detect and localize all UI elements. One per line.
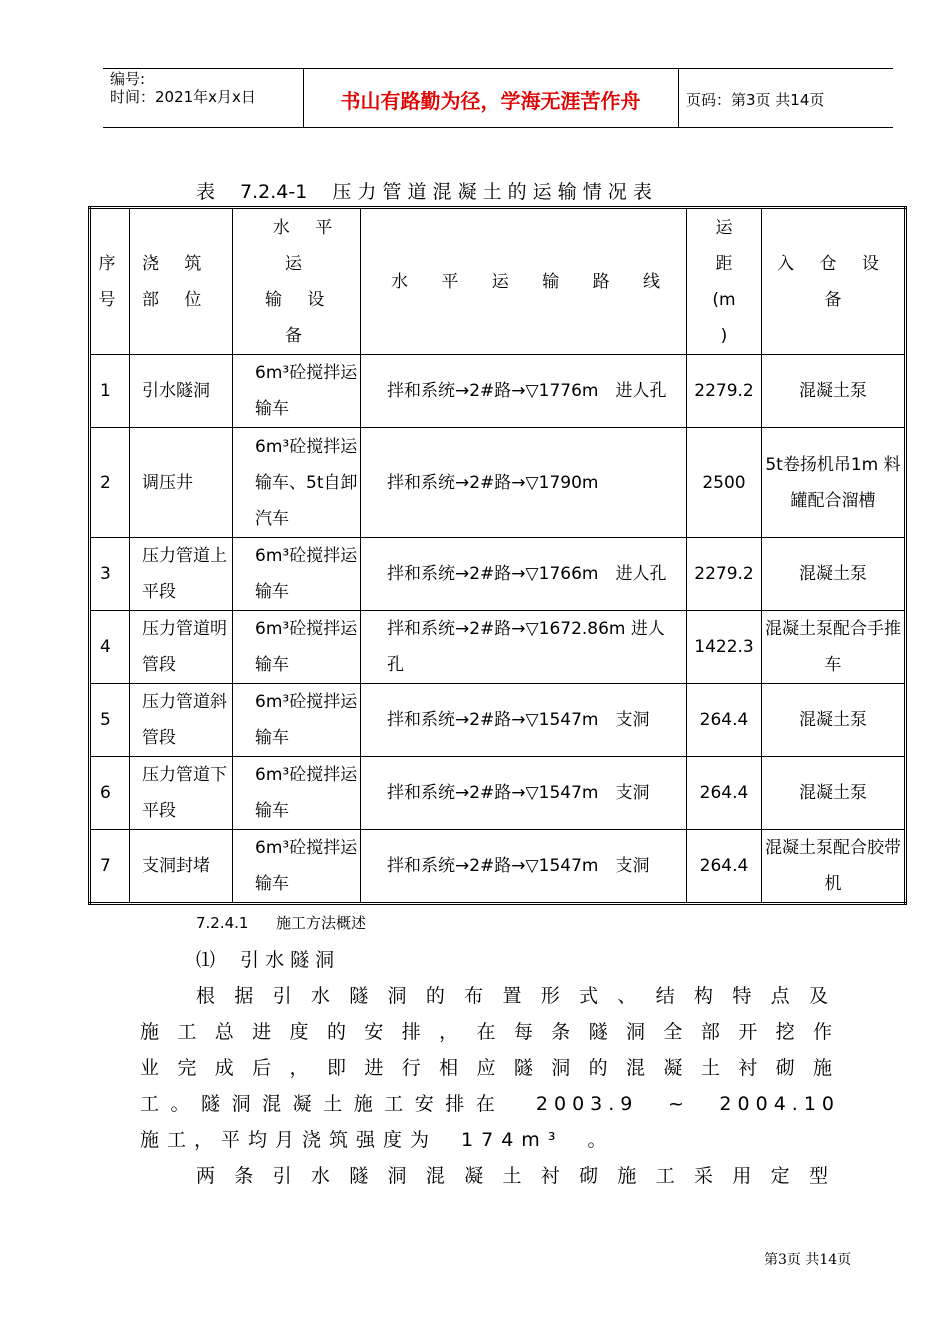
row-no: 4 [90,611,130,684]
row-no: 7 [90,830,130,904]
row-no: 2 [90,428,130,538]
paragraph-next: 两条引水隧洞混凝土衬砌施工采用定型 [196,1165,836,1187]
row-inlet: 混凝土泵 [762,684,906,757]
header-inlet: 入 仓 设 备 [762,208,906,355]
row-distance: 264.4 [687,684,762,757]
row-no: 1 [90,355,130,428]
row-inlet: 混凝土泵配合手推车 [762,611,906,684]
row-part: 压力管道明管段 [130,611,233,684]
row-equipment: 6m³砼搅拌运输车 [233,830,361,904]
table-row [90,684,906,757]
table-row [90,757,906,830]
row-distance: 2279.2 [687,355,762,428]
header-part: 浇 筑 部 位 [130,208,233,355]
table-row [90,611,906,684]
table-title: 表 7.2.4-1 压 力 管 道 混 凝 土 的 运 输 情 况 表 [196,181,652,203]
table-row [90,830,906,904]
section-number: 7.2.4.1 [196,914,249,932]
row-inlet: 混凝土泵 [762,757,906,830]
header-divider-right [678,68,679,128]
header-no: 序 号 [90,208,130,355]
subsection-heading: ⑴ 引 水 隧 洞 [196,949,335,971]
section-heading [196,912,366,933]
table-row [90,428,906,538]
paragraph-first-line: 根据引水隧洞的布置形式、结构特点及 [196,985,836,1007]
row-inlet: 混凝土泵 [762,355,906,428]
row-inlet: 混凝土泵配合胶带机 [762,830,906,904]
row-equipment: 6m³砼搅拌运输车 [233,611,361,684]
row-part: 压力管道上平段 [130,538,233,611]
header-route: 水 平 运 输 路 线 [361,208,687,355]
footer-page: 第3页 共14页 [764,1252,852,1268]
row-route: 拌和系统→2#路→▽1776m 进人孔 [361,355,687,428]
row-equipment: 6m³砼搅拌运输车 [233,684,361,757]
row-distance: 264.4 [687,757,762,830]
row-part: 调压井 [130,428,233,538]
row-inlet: 5t卷扬机吊1m 料罐配合溜槽 [762,428,906,538]
row-route: 拌和系统→2#路→▽1547m 支洞 [361,757,687,830]
table-row [90,355,906,428]
header-motto: 书山有路勤为径，学海无涯苦作舟 [340,89,641,113]
table-header-row [90,208,906,355]
row-part: 支洞封堵 [130,830,233,904]
row-route: 拌和系统→2#路→▽1672.86m 进人孔 [361,611,687,684]
header-equipment: 水 平 运 输 设 备 [233,208,361,355]
row-route: 拌和系统→2#路→▽1547m 支洞 [361,684,687,757]
header-top-rule [103,68,893,69]
row-inlet: 混凝土泵 [762,538,906,611]
header-time-label: 时间：2021年x月x日 [110,88,256,106]
row-distance: 2500 [687,428,762,538]
row-part: 压力管道斜管段 [130,684,233,757]
row-equipment: 6m³砼搅拌运输车 [233,538,361,611]
paragraph-body: 施工总进度的安排，在每条隧洞全部开挖作 业完成后，即进行相应隧洞的混凝土衬砌施 工。隧洞混凝土施工安排在 2003.9 ~ 2004.10 施工，平均月浇筑强度为 174m³ 。 [140,1021,840,1151]
header-meta [110,70,256,106]
row-no: 5 [90,684,130,757]
section-title: 施工方法概述 [276,914,367,932]
header-bottom-rule [103,127,893,128]
row-equipment: 6m³砼搅拌运输车、5t自卸汽车 [233,428,361,538]
row-route: 拌和系统→2#路→▽1547m 支洞 [361,830,687,904]
row-no: 3 [90,538,130,611]
row-distance: 1422.3 [687,611,762,684]
row-route: 拌和系统→2#路→▽1766m 进人孔 [361,538,687,611]
table-row [90,538,906,611]
row-equipment: 6m³砼搅拌运输车 [233,757,361,830]
row-part: 压力管道下平段 [130,757,233,830]
transport-table [88,206,907,905]
header-page-label: 页码：第3页 共14页 [686,91,825,109]
header-number-label: 编号: [110,70,146,88]
row-distance: 264.4 [687,830,762,904]
header-distance: 运 距 (m ) [687,208,762,355]
row-route: 拌和系统→2#路→▽1790m [361,428,687,538]
table-body [90,355,906,904]
row-equipment: 6m³砼搅拌运输车 [233,355,361,428]
row-distance: 2279.2 [687,538,762,611]
row-part: 引水隧洞 [130,355,233,428]
row-no: 6 [90,757,130,830]
